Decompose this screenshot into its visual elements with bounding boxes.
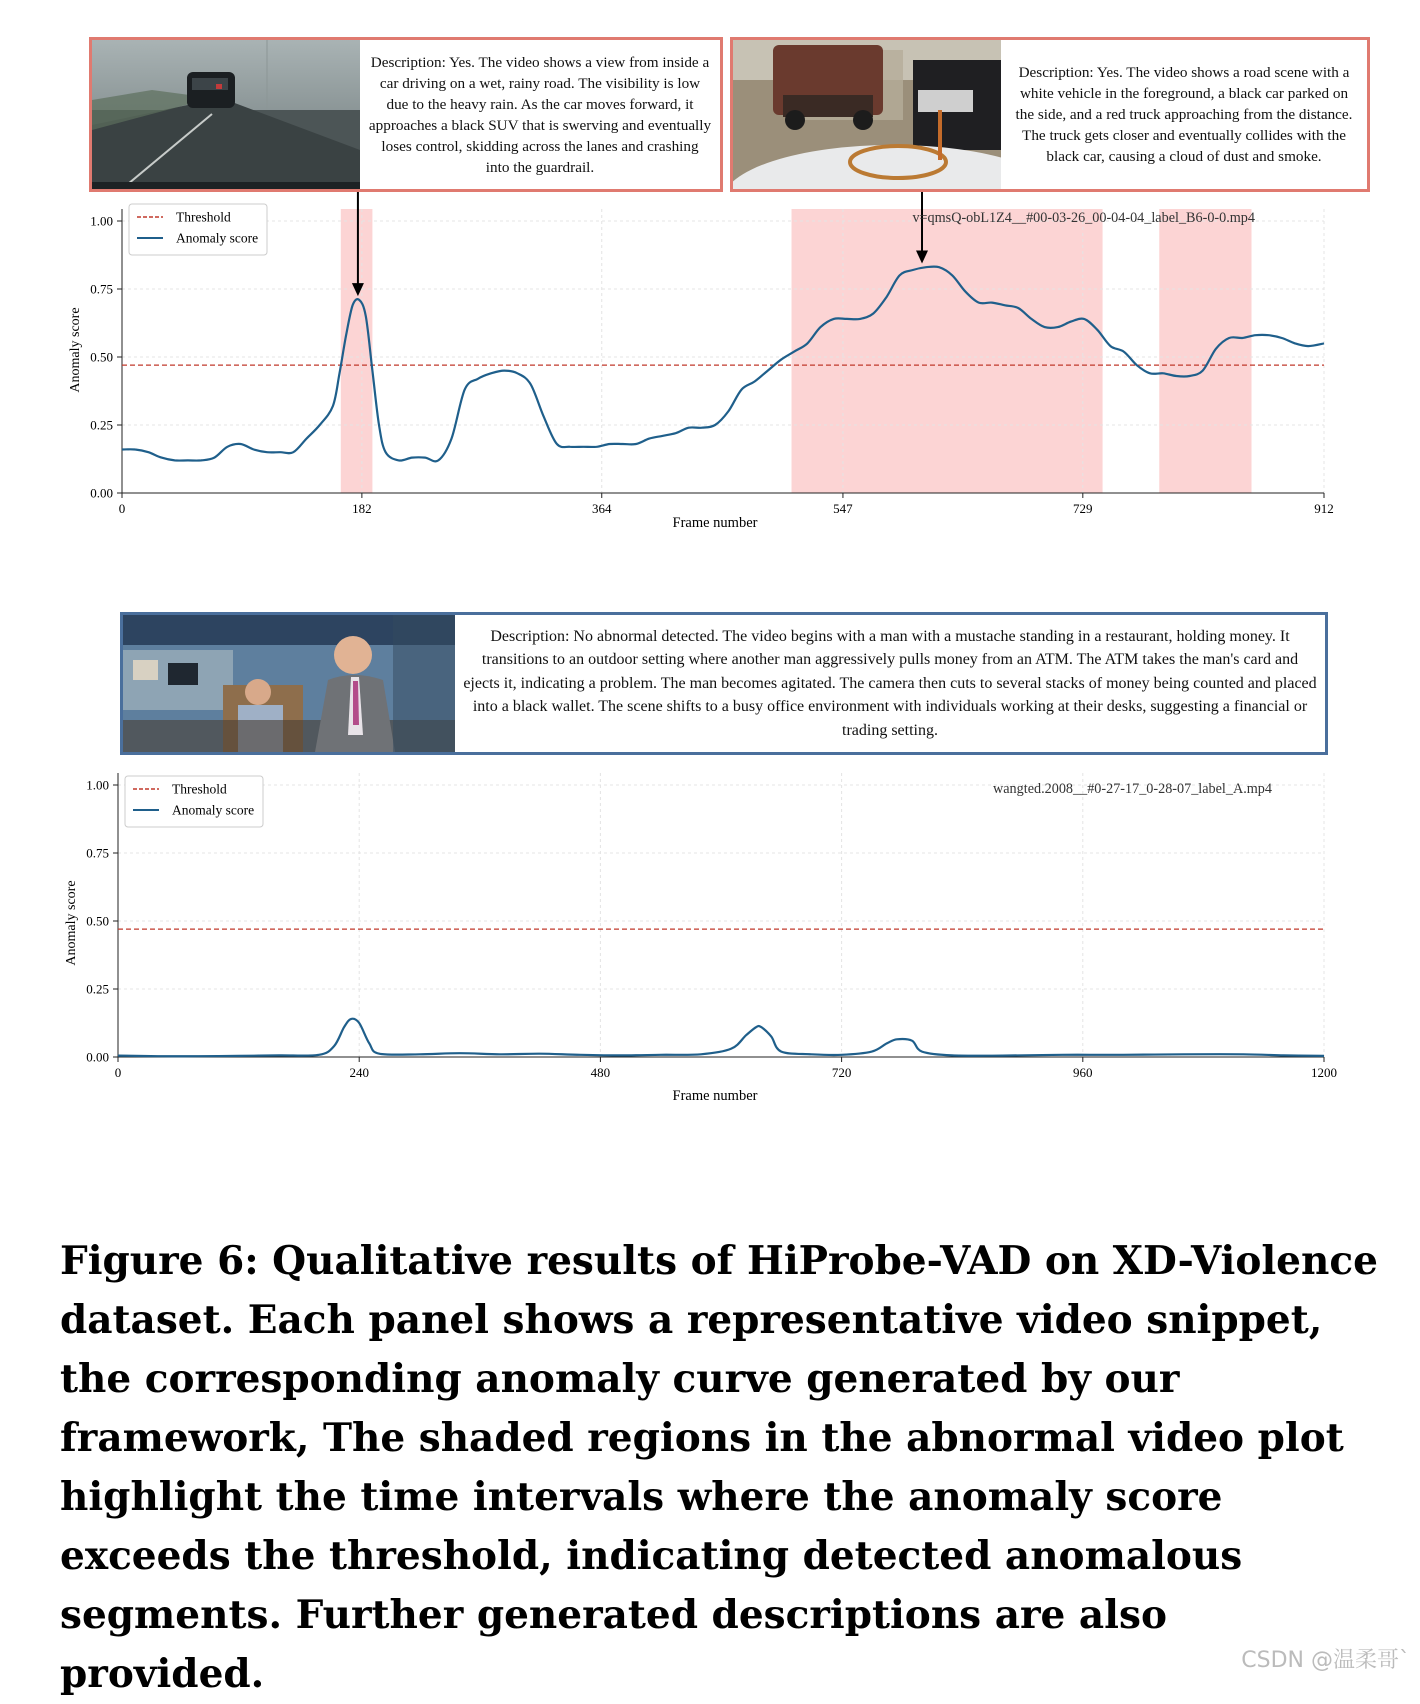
x-tick-label: 720: [831, 1065, 852, 1080]
legend-threshold-label: Threshold: [172, 781, 227, 797]
x-tick-label: 1200: [1311, 1065, 1337, 1080]
chart2-ylabel: Anomaly score: [64, 880, 79, 966]
x-tick-label: 364: [591, 501, 612, 516]
chart2-plot: [86, 773, 1337, 1080]
anomaly-score-line: [118, 1019, 1324, 1057]
y-tick-label: 0.75: [90, 281, 113, 297]
description-text-1: Description: Yes. The video shows a view from inside a car driving on a wet, rainy road. The visibility is low due to the heavy rain. As the car moves forward, it approaches a black SUV that is swerving and eventually loses control, skidding across the lanes and crashing into the guardrail.: [368, 53, 712, 176]
legend-threshold-label: Threshold: [176, 209, 231, 225]
chart2-legend: [125, 776, 263, 827]
y-tick-label: 0.50: [86, 913, 109, 929]
y-tick-label: 0.00: [86, 1049, 109, 1065]
x-tick-label: 182: [352, 501, 372, 516]
y-tick-label: 0.25: [86, 981, 109, 997]
chart1-xlabel: Frame number: [672, 515, 758, 531]
y-tick-label: 0.75: [86, 845, 109, 861]
legend-curve-label: Anomaly score: [176, 230, 259, 246]
x-tick-label: 912: [1314, 501, 1334, 516]
x-tick-label: 547: [833, 501, 853, 516]
x-tick-label: 480: [590, 1065, 611, 1080]
y-tick-label: 0.00: [90, 485, 113, 501]
legend-curve-label: Anomaly score: [172, 802, 255, 818]
y-tick-label: 0.25: [90, 417, 113, 433]
x-tick-label: 960: [1073, 1065, 1093, 1080]
chart1-ylabel: Anomaly score: [68, 307, 83, 393]
chart1-video-name: v=qmsQ-obL1Z4__#00-03-26_00-04-04_label_B6-0-0.mp4: [912, 210, 1255, 226]
x-tick-label: 0: [118, 501, 126, 516]
caption-text: Figure 6: Qualitative results of HiProbe-VAD on XD-Violence dataset. Each panel shows a representative video snippet, the corresponding anomaly curve generated by our framework, The shaded regions in the abnormal video plot highlight the time intervals where the anomaly score exceeds the threshold, indicating detected anomalous segments. Further generated descriptions are also provided.: [60, 1238, 1378, 1697]
description-text-2: Description: Yes. The video shows a road scene with a white vehicle in the foreground, a black car parked on the side, and a red truck approaching from the distance. The truck gets closer and eventually collides with the black car, causing a cloud of dust and smoke.: [1015, 64, 1353, 165]
x-tick-label: 240: [349, 1065, 369, 1080]
x-tick-label: 0: [114, 1065, 122, 1080]
figure-caption: [60, 1232, 1380, 1704]
description-text-3: Description: No abnormal detected. The video begins with a man with a mustache standing in a restaurant, holding money. It transitions to an outdoor setting where another man aggressively pulls money from an ATM. The ATM takes the man's card and ejects it, indicating a problem. The man becomes agitated. The camera then cuts to several stacks of money being counted and placed into a black wallet. The scene shifts to a busy office environment with individuals working at their desks, suggesting a financial or trading setting.: [463, 627, 1317, 739]
x-tick-label: 729: [1073, 501, 1093, 516]
chart2-xlabel: Frame number: [672, 1088, 758, 1104]
y-tick-label: 1.00: [86, 777, 109, 793]
y-tick-label: 0.50: [90, 349, 113, 365]
chart2-video-name: wangted.2008__#0-27-17_0-28-07_label_A.mp4: [993, 781, 1272, 797]
watermark: CSDN @温柔哥`: [1241, 1648, 1410, 1673]
y-tick-label: 1.00: [90, 213, 113, 229]
